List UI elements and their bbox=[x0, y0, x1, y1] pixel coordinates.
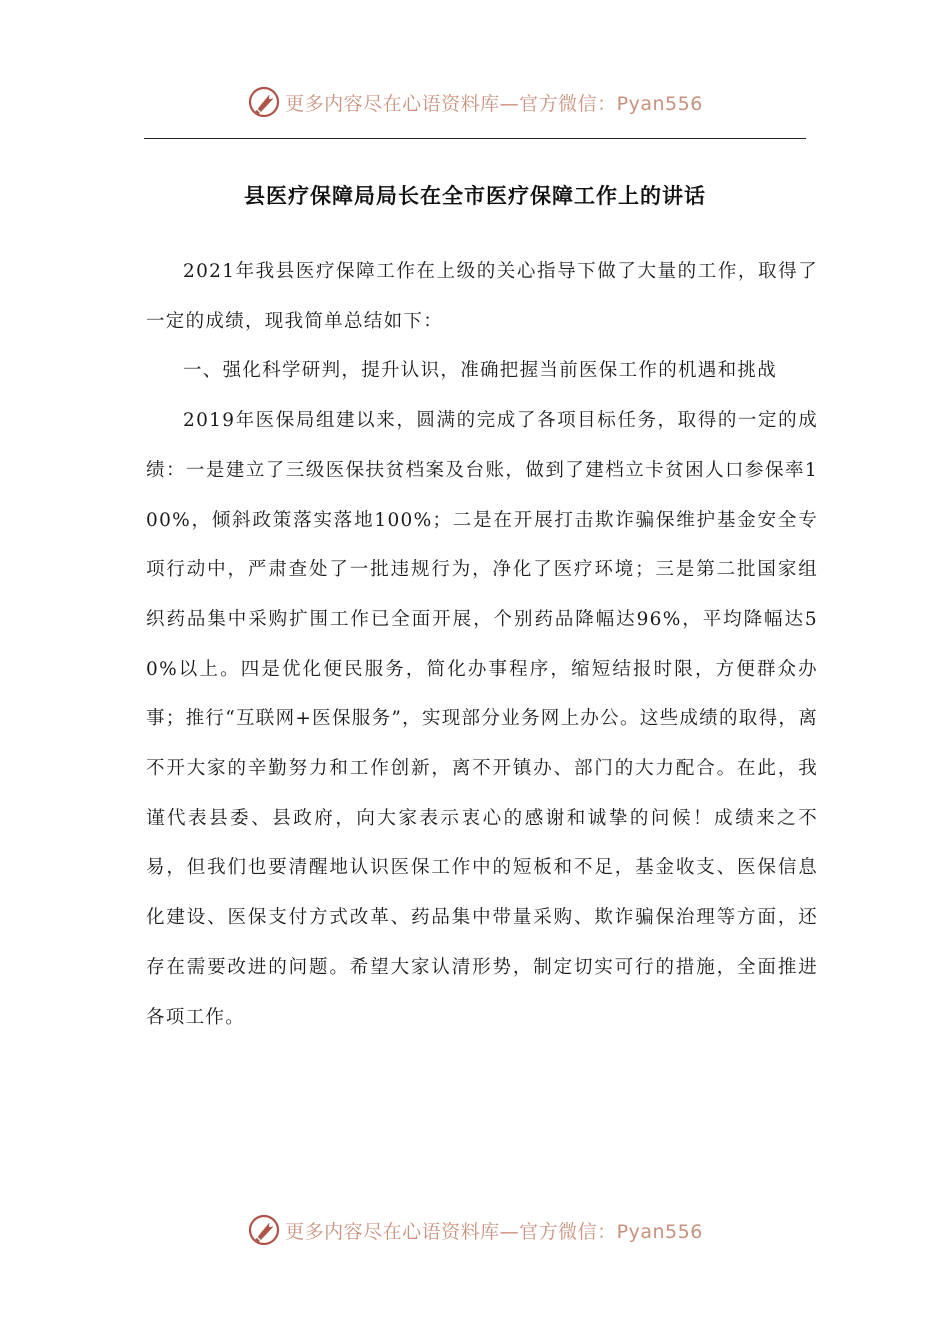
paragraph-section-heading: 一、强化科学研判，提升认识，准确把握当前医保工作的机遇和挑战 bbox=[183, 360, 778, 382]
paragraph-intro: 2021年我县医疗保障工作在上级的关心指导下做了大量的工作，取得了一定的成绩，现我简单总结如下： bbox=[146, 261, 818, 332]
document-title: 县医疗保障局局长在全市医疗保障工作上的讲话 bbox=[244, 184, 706, 208]
header-banner bbox=[0, 82, 950, 122]
paragraph-summary: 2019年医保局组建以来，圆满的完成了各项目标任务，取得的一定的成绩：一是建立了三级医保扶贫档案及台账，做到了建档立卡贫困人口参保率100%，倾斜政策落实落地100%；二是在开展打击欺诈骗保维护基金安全专项行动中，严肃查处了一批违规行为，净化了医疗环境；三是第二批国家组织药品集中采购扩围工作已全面开展，个别药品降幅达96%，平均降幅达50%以上。四是优化便民服务，简化办事程序，缩短结报时限，方便群众办事；推行“互联网+医保服务”，实现部分业务网上办公。这些成绩的取得，离不开大家的辛勤努力和工作创新，离不开镇办、部门的大力配合。在此，我谨代表县委、县政府，向大家表示衷心的感谢和诚挚的问候！成绩来之不易，但我们也要清醒地认识医保工作中的短板和不足，基金收支、医保信息化建设、医保支付方式改革、药品集中带量采购、欺诈骗保治理等方面，还存在需要改进的问题。希望大家认清形势，制定切实可行的措施，全面推进各项工作。 bbox=[146, 410, 818, 1028]
pen-nib-logo-icon bbox=[247, 1213, 281, 1247]
header-divider bbox=[144, 138, 806, 139]
footer-banner bbox=[0, 1210, 950, 1250]
footer-banner-text: 更多内容尽在心语资料库—官方微信：Pyan556 bbox=[285, 1220, 703, 1243]
header-banner-text: 更多内容尽在心语资料库—官方微信：Pyan556 bbox=[285, 92, 703, 115]
document-body bbox=[146, 247, 818, 1042]
pen-nib-logo-icon bbox=[247, 85, 281, 119]
